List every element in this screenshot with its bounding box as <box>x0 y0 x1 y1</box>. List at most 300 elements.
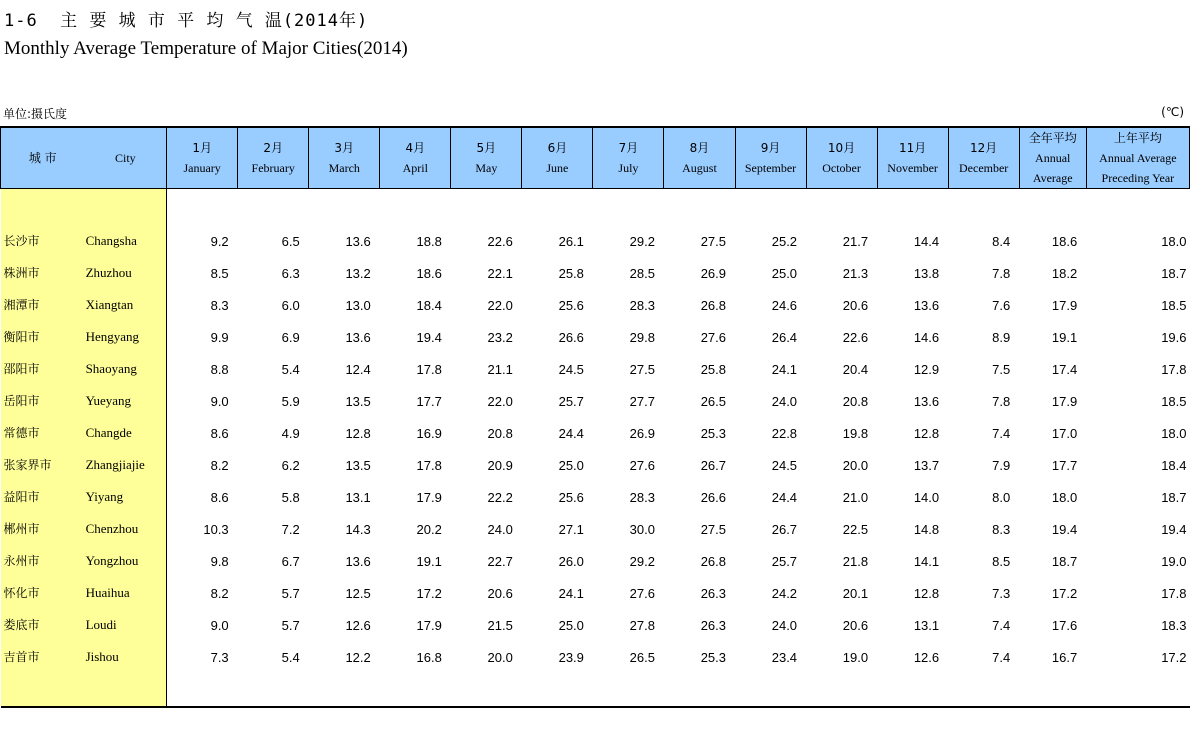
header-column <box>806 127 877 189</box>
city-name-english: Loudi <box>85 603 167 635</box>
temperature-cell: 8.3 <box>992 521 1011 537</box>
temperature-cell: 22.0 <box>487 393 513 409</box>
empty-cell <box>522 189 593 219</box>
temperature-cell: 19.6 <box>1161 329 1187 345</box>
header-column-chinese: 全年平均 <box>1028 131 1077 145</box>
page-title-english: Monthly Average Temperature of Major Cities(2014) <box>4 38 408 59</box>
city-name-chinese: 怀化市 <box>1 571 85 603</box>
temperature-cell: 17.8 <box>1161 361 1187 377</box>
temperature-cell: 8.2 <box>210 585 229 601</box>
temperature-cell: 20.2 <box>416 521 442 537</box>
city-name-english: Hengyang <box>85 315 167 347</box>
city-name-chinese: 永州市 <box>1 539 85 571</box>
header-column <box>309 127 380 189</box>
temperature-cell: 25.6 <box>558 489 584 505</box>
temperature-cell: 23.9 <box>558 649 584 665</box>
temperature-cell: 26.1 <box>558 233 584 249</box>
temperature-cell: 17.2 <box>1161 649 1187 665</box>
temperature-cell: 7.4 <box>992 649 1011 665</box>
empty-cell <box>167 189 238 219</box>
header-column-chinese: 1月 <box>192 141 212 155</box>
temperature-cell: 26.0 <box>558 553 584 569</box>
temperature-cell: 13.7 <box>913 457 940 473</box>
header-column-english: April <box>402 161 428 175</box>
temperature-cell: 13.1 <box>913 617 940 633</box>
city-name-chinese: 湘潭市 <box>1 283 85 315</box>
temperature-cell: 24.4 <box>558 425 584 441</box>
temperature-cell: 8.4 <box>992 233 1011 249</box>
table-header-row <box>1 127 1190 189</box>
tail-row <box>1 667 1190 707</box>
city-name-english: Zhangjiajie <box>85 443 167 475</box>
temperature-cell: 7.3 <box>210 649 229 665</box>
temperature-cell: 17.7 <box>416 393 442 409</box>
city-name-chinese: 益阳市 <box>1 475 85 507</box>
table-row <box>1 283 1190 315</box>
header-column <box>1019 127 1086 189</box>
temperature-cell: 27.6 <box>629 457 655 473</box>
temperature-cell: 18.8 <box>416 233 442 249</box>
table-body <box>1 189 1190 707</box>
temperature-table <box>0 126 1190 708</box>
temperature-cell: 5.7 <box>281 585 300 601</box>
temperature-cell: 18.5 <box>1161 393 1187 409</box>
city-name-english: Yueyang <box>85 379 167 411</box>
temperature-cell: 7.8 <box>992 393 1011 409</box>
temperature-cell: 17.8 <box>416 457 442 473</box>
city-name-english: Shaoyang <box>85 347 167 379</box>
temperature-cell: 12.6 <box>345 617 371 633</box>
city-name-chinese: 常德市 <box>1 411 85 443</box>
temperature-cell: 25.7 <box>558 393 584 409</box>
header-column-english: Annual <box>1035 151 1071 165</box>
temperature-cell: 8.0 <box>992 489 1011 505</box>
temperature-cell: 7.4 <box>992 425 1011 441</box>
temperature-cell: 17.4 <box>1051 361 1078 377</box>
temperature-cell: 22.8 <box>771 425 798 441</box>
temperature-cell: 18.4 <box>1161 457 1187 473</box>
empty-cell <box>451 667 522 707</box>
header-column <box>238 127 309 189</box>
temperature-cell: 12.2 <box>345 649 371 665</box>
temperature-cell: 7.5 <box>992 361 1011 377</box>
temperature-cell: 13.1 <box>345 489 371 505</box>
temperature-cell: 13.2 <box>345 265 371 281</box>
table-row <box>1 411 1190 443</box>
temperature-cell: 8.2 <box>210 457 229 473</box>
temperature-cell: 24.0 <box>771 617 798 633</box>
temperature-cell: 20.0 <box>487 649 513 665</box>
header-column-english: March <box>328 161 360 175</box>
empty-cell <box>593 189 664 219</box>
empty-cell <box>309 189 380 219</box>
temperature-cell: 17.6 <box>1051 617 1078 633</box>
temperature-cell: 22.7 <box>487 553 513 569</box>
header-column <box>522 127 593 189</box>
header-city-chinese: 城 市 <box>1 127 85 189</box>
temperature-cell: 29.8 <box>629 329 655 345</box>
temperature-cell: 12.4 <box>345 361 371 377</box>
temperature-cell: 5.7 <box>281 617 300 633</box>
header-city-english: City <box>85 127 167 189</box>
temperature-cell: 26.7 <box>771 521 798 537</box>
temperature-cell: 26.5 <box>629 649 655 665</box>
header-column <box>877 127 948 189</box>
temperature-cell: 26.7 <box>700 457 726 473</box>
temperature-cell: 16.8 <box>416 649 442 665</box>
temperature-cell: 18.0 <box>1161 233 1187 249</box>
temperature-cell: 7.8 <box>992 265 1011 281</box>
temperature-cell: 14.6 <box>913 329 940 345</box>
temperature-cell: 22.6 <box>487 233 513 249</box>
city-name-english: Changde <box>85 411 167 443</box>
table-row <box>1 219 1190 251</box>
table-row <box>1 443 1190 475</box>
header-column-english: September <box>744 161 797 175</box>
temperature-cell: 26.9 <box>629 425 655 441</box>
temperature-cell: 25.3 <box>700 425 726 441</box>
header-column-english: August <box>682 161 717 175</box>
temperature-cell: 8.3 <box>210 297 229 313</box>
temperature-cell: 25.6 <box>558 297 584 313</box>
temperature-cell: 20.8 <box>842 393 869 409</box>
header-column <box>735 127 806 189</box>
header-column-english-line2: Preceding Year <box>1101 171 1175 185</box>
empty-cell <box>806 667 877 707</box>
temperature-cell: 29.2 <box>629 233 655 249</box>
temperature-cell: 24.5 <box>771 457 798 473</box>
temperature-cell: 17.9 <box>1051 393 1078 409</box>
header-column <box>1086 127 1189 189</box>
temperature-cell: 24.0 <box>487 521 513 537</box>
table-row <box>1 379 1190 411</box>
temperature-cell: 20.9 <box>487 457 513 473</box>
temperature-cell: 20.4 <box>842 361 869 377</box>
temperature-cell: 17.0 <box>1051 425 1078 441</box>
unit-label: 单位:摄氏度 <box>3 107 68 121</box>
header-column-english: October <box>822 161 861 175</box>
temperature-cell: 13.5 <box>345 457 371 473</box>
header-column <box>167 127 238 189</box>
temperature-cell: 9.8 <box>210 553 229 569</box>
temperature-cell: 12.8 <box>345 425 371 441</box>
header-column-chinese: 10月 <box>827 141 856 155</box>
table-row <box>1 251 1190 283</box>
temperature-cell: 8.5 <box>210 265 229 281</box>
empty-cell <box>593 667 664 707</box>
header-column <box>948 127 1019 189</box>
temperature-cell: 7.2 <box>281 521 300 537</box>
temperature-cell: 17.9 <box>416 617 442 633</box>
temperature-cell: 17.7 <box>1051 457 1078 473</box>
temperature-cell: 6.5 <box>281 233 300 249</box>
temperature-cell: 14.1 <box>913 553 940 569</box>
temperature-cell: 18.7 <box>1051 553 1078 569</box>
header-column-english: December <box>959 161 1009 175</box>
temperature-cell: 21.0 <box>842 489 869 505</box>
temperature-cell: 7.9 <box>992 457 1011 473</box>
temperature-cell: 5.8 <box>281 489 300 505</box>
table-row <box>1 539 1190 571</box>
header-column-english: Annual Average <box>1099 151 1177 165</box>
temperature-cell: 9.0 <box>210 617 229 633</box>
temperature-cell: 17.8 <box>1161 585 1187 601</box>
empty-cell <box>664 189 735 219</box>
temperature-cell: 13.6 <box>913 393 940 409</box>
temperature-cell: 25.7 <box>771 553 798 569</box>
city-name-chinese: 邵阳市 <box>1 347 85 379</box>
table-row <box>1 571 1190 603</box>
table-row <box>1 475 1190 507</box>
empty-cell <box>238 667 309 707</box>
temperature-cell: 17.8 <box>416 361 442 377</box>
temperature-cell: 17.9 <box>1051 297 1078 313</box>
temperature-cell: 28.3 <box>629 489 655 505</box>
temperature-cell: 6.2 <box>281 457 300 473</box>
header-column-chinese: 上年平均 <box>1113 131 1162 145</box>
temperature-cell: 13.8 <box>913 265 940 281</box>
temperature-cell: 18.2 <box>1051 265 1078 281</box>
temperature-cell: 22.6 <box>842 329 869 345</box>
temperature-cell: 19.1 <box>416 553 442 569</box>
temperature-cell: 5.4 <box>281 361 300 377</box>
temperature-cell: 9.2 <box>210 233 229 249</box>
empty-cell <box>1019 189 1086 219</box>
temperature-cell: 6.3 <box>281 265 300 281</box>
temperature-cell: 20.0 <box>842 457 869 473</box>
temperature-cell: 14.3 <box>345 521 371 537</box>
temperature-cell: 26.3 <box>700 585 726 601</box>
city-name-english: Jishou <box>85 635 167 667</box>
city-name-chinese: 长沙市 <box>1 219 85 251</box>
temperature-cell: 12.9 <box>913 361 940 377</box>
temperature-cell: 26.5 <box>700 393 726 409</box>
temperature-cell: 22.1 <box>487 265 513 281</box>
temperature-cell: 19.4 <box>1051 521 1078 537</box>
temperature-cell: 19.4 <box>416 329 442 345</box>
temperature-cell: 4.9 <box>281 425 300 441</box>
city-name-chinese: 张家界市 <box>1 443 85 475</box>
temperature-cell: 27.5 <box>700 233 726 249</box>
city-name-chinese: 衡阳市 <box>1 315 85 347</box>
temperature-cell: 7.4 <box>992 617 1011 633</box>
temperature-cell: 18.3 <box>1161 617 1187 633</box>
temperature-cell: 22.0 <box>487 297 513 313</box>
temperature-cell: 26.6 <box>700 489 726 505</box>
page-title-chinese: 1-6 主 要 城 市 平 均 气 温(2014年) <box>4 11 369 31</box>
empty-cell <box>309 667 380 707</box>
temperature-cell: 5.4 <box>281 649 300 665</box>
header-column-chinese: 11月 <box>898 141 927 155</box>
temperature-cell: 27.8 <box>629 617 655 633</box>
temperature-cell: 26.8 <box>700 553 726 569</box>
empty-cell <box>380 189 451 219</box>
empty-cell <box>1 667 85 707</box>
header-column-chinese: 9月 <box>760 141 781 155</box>
table-row <box>1 347 1190 379</box>
empty-cell <box>238 189 309 219</box>
empty-cell <box>948 189 1019 219</box>
temperature-cell: 20.6 <box>842 617 869 633</box>
temperature-cell: 12.5 <box>345 585 371 601</box>
temperature-cell: 28.5 <box>629 265 655 281</box>
temperature-cell: 24.1 <box>771 361 798 377</box>
temperature-cell: 23.4 <box>771 649 798 665</box>
spacer-row <box>1 189 1190 219</box>
temperature-cell: 9.0 <box>210 393 229 409</box>
empty-cell <box>735 667 806 707</box>
table-row <box>1 603 1190 635</box>
city-name-english: Yiyang <box>85 475 167 507</box>
temperature-cell: 18.4 <box>416 297 442 313</box>
empty-cell <box>167 667 238 707</box>
temperature-cell: 27.6 <box>629 585 655 601</box>
header-column-chinese: 6月 <box>547 141 568 155</box>
header-column-english-line2: Average <box>1032 171 1073 185</box>
city-name-english: Xiangtan <box>85 283 167 315</box>
city-name-chinese: 娄底市 <box>1 603 85 635</box>
temperature-cell: 13.5 <box>345 393 371 409</box>
empty-cell <box>1 189 85 219</box>
temperature-cell: 20.6 <box>842 297 869 313</box>
temperature-cell: 7.6 <box>992 297 1011 313</box>
empty-cell <box>451 189 522 219</box>
empty-cell <box>877 189 948 219</box>
empty-cell <box>1019 667 1086 707</box>
city-name-chinese: 株洲市 <box>1 251 85 283</box>
empty-cell <box>806 189 877 219</box>
header-column-english: November <box>887 161 938 175</box>
temperature-cell: 20.6 <box>487 585 513 601</box>
header-column-chinese: 4月 <box>405 141 426 155</box>
city-name-english: Chenzhou <box>85 507 167 539</box>
temperature-cell: 26.3 <box>700 617 726 633</box>
temperature-cell: 20.8 <box>487 425 513 441</box>
temperature-cell: 17.2 <box>416 585 442 601</box>
table-row <box>1 635 1190 667</box>
empty-cell <box>664 667 735 707</box>
temperature-cell: 12.8 <box>913 585 940 601</box>
temperature-cell: 26.8 <box>700 297 726 313</box>
temperature-cell: 16.7 <box>1051 649 1078 665</box>
temperature-cell: 30.0 <box>629 521 655 537</box>
temperature-cell: 13.6 <box>345 233 371 249</box>
temperature-cell: 17.9 <box>416 489 442 505</box>
temperature-cell: 19.0 <box>1161 553 1187 569</box>
header-column-chinese: 5月 <box>476 141 497 155</box>
empty-cell <box>380 667 451 707</box>
temperature-cell: 24.6 <box>771 297 798 313</box>
header-column-chinese: 3月 <box>334 141 355 155</box>
temperature-cell: 25.0 <box>771 265 798 281</box>
temperature-cell: 12.6 <box>913 649 940 665</box>
temperature-cell: 21.3 <box>842 265 869 281</box>
temperature-cell: 26.4 <box>771 329 798 345</box>
city-name-chinese: 吉首市 <box>1 635 85 667</box>
empty-cell <box>522 667 593 707</box>
temperature-cell: 18.7 <box>1161 489 1187 505</box>
temperature-cell: 6.7 <box>281 553 300 569</box>
empty-cell <box>735 189 806 219</box>
temperature-cell: 19.4 <box>1161 521 1187 537</box>
temperature-cell: 18.0 <box>1051 489 1078 505</box>
temperature-cell: 25.8 <box>558 265 584 281</box>
empty-cell <box>1086 667 1189 707</box>
temperature-cell: 25.0 <box>558 617 584 633</box>
temperature-cell: 19.8 <box>842 425 869 441</box>
temperature-cell: 8.6 <box>210 425 229 441</box>
header-column-english: May <box>475 161 498 175</box>
header-column-chinese: 2月 <box>263 141 284 155</box>
temperature-cell: 24.5 <box>558 361 584 377</box>
temperature-cell: 6.9 <box>281 329 300 345</box>
header-column-english: July <box>618 161 639 175</box>
city-name-chinese: 郴州市 <box>1 507 85 539</box>
temperature-cell: 25.3 <box>700 649 726 665</box>
temperature-cell: 21.7 <box>842 233 869 249</box>
temperature-cell: 22.2 <box>487 489 513 505</box>
temperature-cell: 8.5 <box>992 553 1011 569</box>
temperature-cell: 27.5 <box>700 521 726 537</box>
temperature-cell: 13.6 <box>345 329 371 345</box>
temperature-cell: 27.1 <box>558 521 584 537</box>
temperature-cell: 26.6 <box>558 329 584 345</box>
header-column-english: June <box>546 161 569 175</box>
city-name-english: Huaihua <box>85 571 167 603</box>
temperature-cell: 6.0 <box>281 297 300 313</box>
temperature-cell: 13.6 <box>345 553 371 569</box>
header-column <box>664 127 735 189</box>
header-column <box>451 127 522 189</box>
temperature-cell: 25.2 <box>771 233 798 249</box>
temperature-cell: 18.6 <box>1051 233 1078 249</box>
temperature-cell: 27.5 <box>629 361 655 377</box>
temperature-cell: 13.0 <box>345 297 371 313</box>
temperature-cell: 26.9 <box>700 265 726 281</box>
city-name-chinese: 岳阳市 <box>1 379 85 411</box>
header-column-chinese: 8月 <box>689 141 710 155</box>
temperature-cell: 28.3 <box>629 297 655 313</box>
temperature-cell: 29.2 <box>629 553 655 569</box>
temperature-cell: 21.1 <box>487 361 513 377</box>
temperature-cell: 18.6 <box>416 265 442 281</box>
temperature-cell: 16.9 <box>416 425 442 441</box>
table-row <box>1 315 1190 347</box>
temperature-cell: 27.6 <box>700 329 726 345</box>
temperature-cell: 5.9 <box>281 393 300 409</box>
empty-cell <box>85 667 167 707</box>
temperature-cell: 25.0 <box>558 457 584 473</box>
temperature-cell: 14.4 <box>913 233 940 249</box>
temperature-cell: 21.8 <box>842 553 869 569</box>
header-column <box>380 127 451 189</box>
header-column-chinese: 7月 <box>618 141 639 155</box>
temperature-cell: 19.0 <box>842 649 869 665</box>
table-row <box>1 507 1190 539</box>
temperature-cell: 18.0 <box>1161 425 1187 441</box>
temperature-cell: 13.6 <box>913 297 940 313</box>
temperature-cell: 18.7 <box>1161 265 1187 281</box>
header-column-chinese: 12月 <box>970 141 998 155</box>
temperature-cell: 24.2 <box>771 585 798 601</box>
temperature-cell: 24.1 <box>558 585 584 601</box>
empty-cell <box>85 189 167 219</box>
temperature-cell: 7.3 <box>992 585 1011 601</box>
temperature-cell: 8.8 <box>210 361 229 377</box>
temperature-cell: 18.5 <box>1161 297 1187 313</box>
temperature-cell: 21.5 <box>487 617 513 633</box>
temperature-cell: 23.2 <box>487 329 513 345</box>
